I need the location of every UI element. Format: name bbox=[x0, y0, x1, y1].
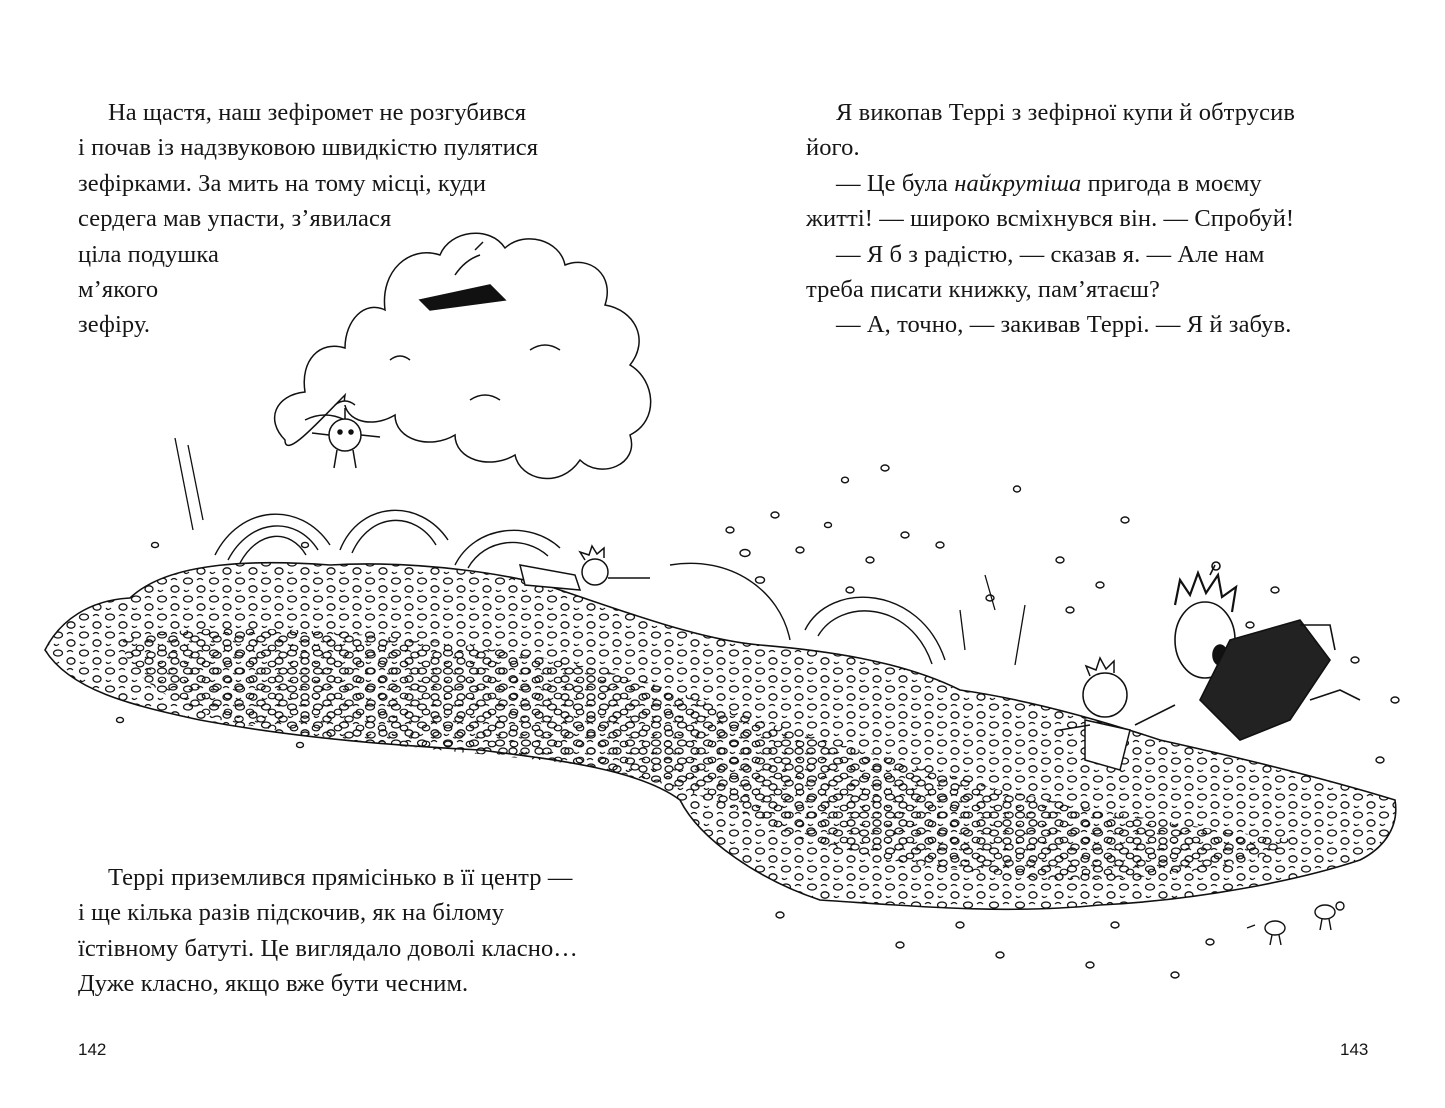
right-page bbox=[722, 0, 1444, 1108]
text-line: їстівному батуті. Це виглядало доволі класно… bbox=[78, 934, 578, 962]
left-page bbox=[0, 0, 722, 1108]
text-line: треба писати книжку, пам’ятаєш? bbox=[806, 276, 1160, 304]
right-paragraph bbox=[806, 95, 1295, 343]
text-line: сердега мав упасти, з’явилася bbox=[78, 205, 392, 233]
text-line: Террі приземлився прямісінько в її центр — bbox=[108, 864, 573, 891]
text-line: його. bbox=[806, 134, 860, 162]
text-line: Дуже класно, якщо вже бути чесним. bbox=[78, 970, 469, 998]
text-line: зефірками. За мить на тому місці, куди bbox=[78, 169, 487, 197]
text-line: ціла подушка bbox=[78, 240, 219, 268]
text-line: і почав із надзвуковою швидкістю пулятися bbox=[78, 134, 539, 162]
emphasized-word: найкрутіша bbox=[954, 169, 1082, 197]
text-line: — А, точно, — закивав Террі. — Я й забув. bbox=[836, 311, 1292, 339]
text-line: На щастя, наш зефіромет не розгубився bbox=[108, 99, 527, 126]
text-line: м’якого bbox=[78, 276, 159, 304]
text-segment: пригода в моєму bbox=[1081, 169, 1262, 197]
text-line: житті! — широко всміхнувся він. — Спробуй! bbox=[806, 205, 1295, 233]
page-number-left: 142 bbox=[78, 1040, 107, 1059]
left-paragraph-2 bbox=[78, 860, 578, 1002]
text-line: зефіру. bbox=[78, 311, 151, 339]
text-line: і ще кілька разів підскочив, як на білому bbox=[78, 899, 505, 927]
text-line bbox=[806, 166, 1295, 201]
text-line: Я викопав Террі з зефірної купи й обтрусив bbox=[836, 99, 1295, 126]
text-segment: — Це була bbox=[836, 169, 955, 197]
text-line: — Я б з радістю, — сказав я. — Але нам bbox=[836, 240, 1265, 268]
left-paragraph-1 bbox=[78, 95, 538, 343]
page-number-right: 143 bbox=[1340, 1040, 1369, 1059]
